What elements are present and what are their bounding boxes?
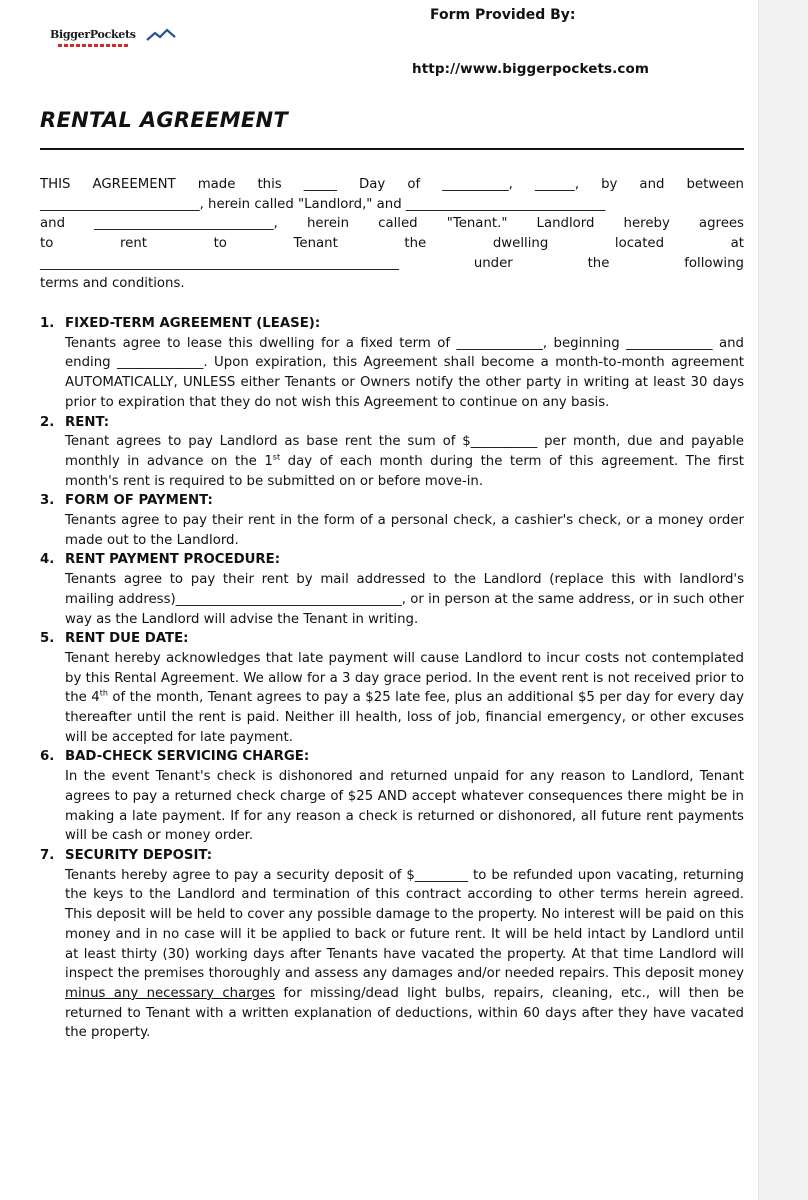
logo-text: BiggerPockets [50, 28, 136, 41]
intro-line: ______________________________________________________ under the following [40, 255, 744, 271]
roof-icon [146, 28, 176, 42]
section-heading: 3. FORM OF PAYMENT: [40, 493, 213, 509]
title-divider [40, 148, 744, 150]
section-text: In the event Tenant's check is dishonored and returned unpaid for any reason to Landlord, Tenant agrees to pay a returned check charge of $25 AND accept whatever consequences there might be in making a late payment. If for any reason a check is returned or dishonored, all future rent payments will be cash or money order. [65, 769, 744, 844]
section-heading: 6. BAD-CHECK SERVICING CHARGE: [40, 749, 310, 765]
section-heading: 7. SECURITY DEPOSIT: [40, 847, 213, 863]
section-heading: 5. RENT DUE DATE: [40, 631, 189, 647]
company-logo [50, 28, 180, 54]
intro-line: THIS AGREEMENT made this _____ Day of __________, ______, by and between [40, 177, 744, 192]
provider-url: http://www.biggerpockets.com [412, 61, 650, 77]
form-provided-by: Form Provided By: [430, 7, 576, 23]
document-title: RENTAL AGREEMENT [40, 108, 289, 132]
intro-paragraph [40, 175, 744, 293]
viewer-margin [758, 0, 808, 1200]
intro-line: and ___________________________, herein called "Tenant." Landlord hereby agrees [40, 216, 744, 232]
section-heading: 4. RENT PAYMENT PROCEDURE: [40, 552, 281, 568]
intro-line: terms and conditions. [40, 275, 185, 291]
section-heading: 2. RENT: [40, 414, 110, 430]
section-text: Tenant agrees to pay Landlord as base rent the sum of $__________ per month, due and payable monthly in advance on the 1st day of each month during the term of this agreement. The first month's rent is required to be submitted on or before move-in. [65, 434, 744, 489]
section-text: Tenant hereby acknowledges that late payment will cause Landlord to incur costs not contemplated by this Rental Agreement. We allow for a 3 day grace period. In the event rent is not received prior to the 4th of the month, Tenant agrees to pay a $25 late fee, plus an additional $5 per day for every day thereafter until the rent is paid. Neither ill health, loss of job, financial emergency, or other excuses will be accepted for late payment. [65, 650, 744, 745]
section-text: Tenants agree to pay their rent by mail addressed to the Landlord (replace this with landlord's mailing address)__________________________________, or in person at the same address, or in such other way as the Landlord will advise the Tenant in writing. [65, 572, 744, 627]
agreement-sections [40, 314, 744, 1043]
section-text: Tenants hereby agree to pay a security deposit of $________ to be refunded upon vacating, returning the keys to the Landlord and termination of this contract according to other terms herein agreed. This deposit will be held to cover any possible damage to the property. No interest will be paid on this money and in no case will it be applied to back or future rent. It will be held intact by Landlord until at least thirty (30) working days after Tenants have vacated the property. At that time Landlord will inspect the premises thoroughly and assess any damages and/or needed repairs. This deposit money minus any necessary charges for missing/dead light bulbs, repairs, cleaning, etc., will then be returned to Tenant with a written explanation of deductions, within 60 days after they have vacated the property. [65, 867, 744, 1041]
section-heading: 1. FIXED-TERM AGREEMENT (LEASE): [40, 316, 321, 331]
logo-underline [58, 44, 128, 47]
section-text: Tenants agree to pay their rent in the form of a personal check, a cashier's check, or a money order made out to the Landlord. [65, 513, 744, 548]
section-text: Tenants agree to lease this dwelling for a fixed term of _____________, beginning _____________ and ending _____________. Upon expiration, this Agreement shall become a month-to-month agreement AUTOMATICALLY, UNLESS either Tenants or Owners notify the other party in writing at least 30 days prior to expiration that they do not wish this Agreement to continue on any basis. [65, 335, 744, 410]
intro-line: to rent to Tenant the dwelling located at [40, 236, 744, 252]
intro-line: ________________________, herein called "Landlord," and ______________________________ [40, 196, 606, 212]
